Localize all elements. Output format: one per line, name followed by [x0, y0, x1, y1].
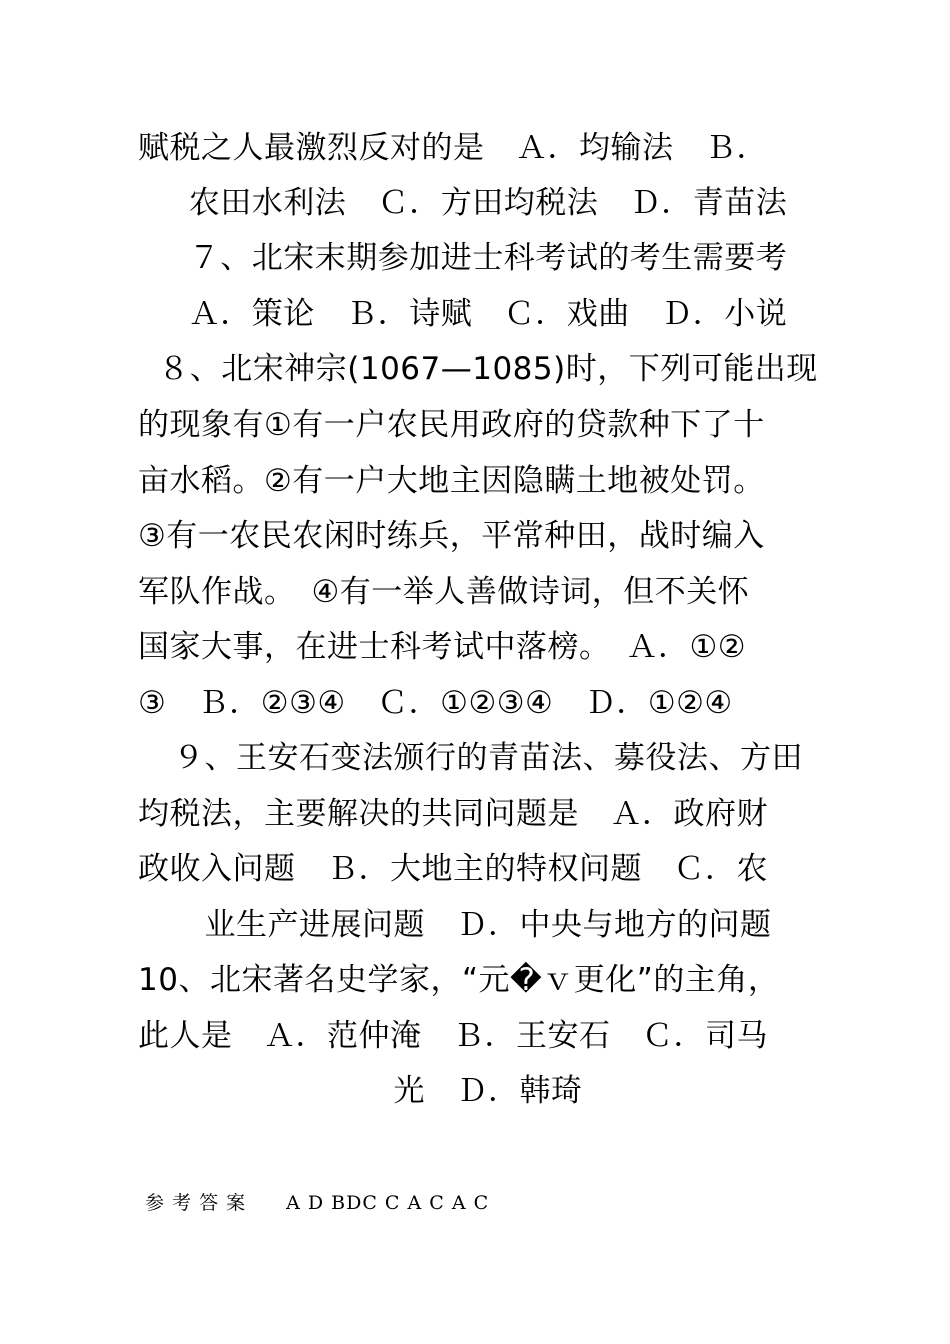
- text-line-17: 此人是 Ａ．范仲淹 Ｂ．王安石 Ｃ．司马: [138, 1018, 768, 1054]
- text-line-12: ９、王安石变法颁行的青苗法、募役法、方田: [173, 740, 803, 776]
- answer-key: 参 考 答 案 A D BDC C A C A C: [145, 1192, 490, 1214]
- text-line-16: 10、北宋著名史学家，“元�ｖ更化”的主角，: [138, 962, 780, 998]
- text-line-4: Ａ．策论 Ｂ．诗赋 Ｃ．戏曲 Ｄ．小说: [188, 296, 788, 332]
- text-line-15: 业生产进展问题 Ｄ．中央与地方的问题: [204, 907, 772, 943]
- text-line-1: 赋税之人最激烈反对的是 Ａ．均输法 Ｂ．: [138, 130, 768, 166]
- text-line-2: 农田水利法 Ｃ．方田均税法 Ｄ．青苗法: [188, 185, 788, 221]
- text-line-9: 军队作战。 ④有一举人善做诗词，但不关怀: [138, 574, 750, 610]
- text-line-13: 均税法，主要解决的共同问题是 Ａ．政府财: [138, 796, 768, 832]
- text-line-3: ７、北宋末期参加进士科考试的考生需要考: [188, 240, 788, 276]
- text-line-14: 政收入问题 Ｂ．大地主的特权问题 Ｃ．农: [138, 851, 768, 887]
- text-line-10: 国家大事，在进士科考试中落榜。 Ａ．①②: [138, 629, 747, 665]
- text-line-11: ③ Ｂ．②③④ Ｃ．①②③④ Ｄ．①②④: [138, 685, 733, 721]
- text-line-5: ８、北宋神宗(1067—1085)时，下列可能出现: [158, 351, 818, 387]
- text-line-18: 光 Ｄ．韩琦: [393, 1073, 583, 1109]
- text-line-7: 亩水稻。②有一户大地主因隐瞒土地被处罚。: [138, 463, 765, 499]
- text-line-6: 的现象有①有一户农民用政府的贷款种下了十: [138, 407, 765, 443]
- text-line-8: ③有一农民农闲时练兵，平常种田，战时编入: [138, 518, 765, 554]
